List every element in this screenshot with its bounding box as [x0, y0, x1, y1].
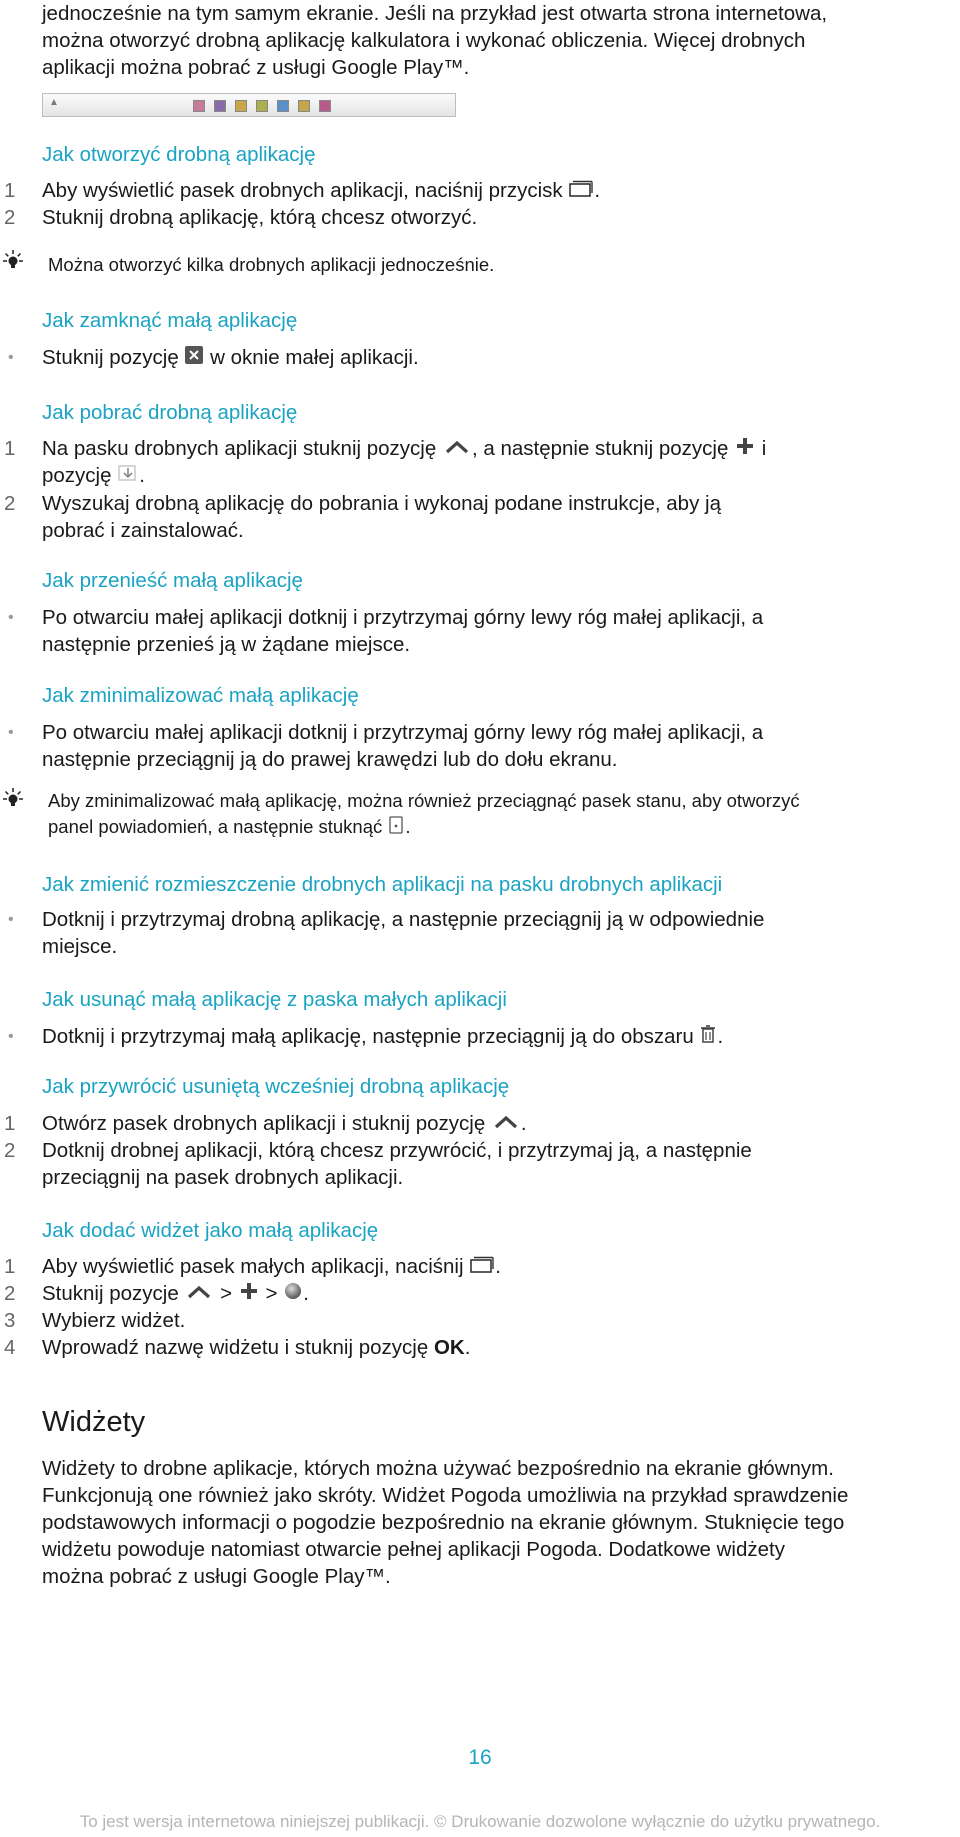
intro-line-2: można otworzyć drobną aplikację kalkulatora i wykonać obliczenia. Więcej drobnych — [42, 29, 806, 52]
plus-icon — [238, 1281, 260, 1308]
step-text-part: Aby wyświetlić pasek drobnych aplikacji, naciśnij przycisk — [42, 179, 569, 202]
step-text: Dotknij drobnej aplikacji, którą chcesz przywrócić, i przytrzymaj ją, a następnie — [42, 1139, 752, 1162]
step-text-part: pozycję — [42, 464, 118, 487]
bullet-text: następnie przenieś ją w żądane miejsce. — [42, 633, 411, 656]
footer-notice: To jest wersja internetowa niniejszej publikacji. © Drukowanie dozwolone wyłącznie do użytku prywatnego. — [79, 1812, 881, 1831]
heading-remove-small-app: Jak usunąć małą aplikację z paska małych aplikacji — [42, 988, 507, 1011]
page-number: 16 — [468, 1746, 492, 1769]
step-text: przeciągnij na pasek drobnych aplikacji. — [42, 1166, 404, 1189]
widget-globe-icon — [283, 1281, 303, 1308]
step-text-part: Wprowadź nazwę widżetu i stuknij pozycję — [42, 1336, 434, 1359]
bar-app-icon — [256, 100, 268, 112]
heading-move-small-app: Jak przenieść małą aplikację — [42, 569, 303, 592]
bullet-text — [42, 344, 942, 372]
step-text-part: Aby wyświetlić pasek małych aplikacji, naciśnij — [42, 1255, 470, 1278]
bar-app-icon — [193, 100, 205, 112]
heading-rearrange-small-apps: Jak zmienić rozmieszczenie drobnych aplikacji na pasku drobnych aplikacji — [42, 873, 723, 896]
bar-app-icon — [235, 100, 247, 112]
plus-icon — [734, 436, 756, 463]
heading-minimize-small-app: Jak zminimalizować małą aplikację — [42, 684, 359, 707]
step-text-part: i — [756, 437, 767, 460]
step-text: Wybierz widżet. — [42, 1309, 186, 1332]
step-text-part: Stuknij pozycje — [42, 1282, 185, 1305]
bullet-text: Dotknij i przytrzymaj drobną aplikację, a następnie przeciągnij ją w odpowiednie — [42, 908, 765, 931]
step-text: Wprowadź nazwę widżetu i stuknij pozycję OK. — [42, 1336, 471, 1359]
lightbulb-tip-icon — [0, 247, 26, 273]
intro-line-3: aplikacji można pobrać z usługi Google Play™. — [42, 56, 470, 79]
step-text: Stuknij drobną aplikację, którą chcesz otworzyć. — [42, 206, 478, 229]
download-icon — [117, 463, 139, 490]
bar-app-icon — [319, 100, 331, 112]
step-text: pobrać i zainstalować. — [42, 519, 244, 542]
chevron-up-icon — [491, 1111, 521, 1138]
paragraph-line: podstawowych informacji o pogodzie bezpośrednio na ekranie głównym. Stuknięcie tego — [42, 1511, 845, 1534]
step-number: 2 — [4, 1139, 16, 1162]
step-number: 4 — [4, 1336, 16, 1359]
bar-arrow-icon: ▲ — [49, 97, 59, 108]
trash-icon — [699, 1024, 717, 1051]
bar-app-icon — [214, 100, 226, 112]
section-title-widgets: Widżety — [42, 1406, 146, 1438]
step-text: Otwórz pasek drobnych aplikacji i stuknij pozycję . — [42, 1110, 942, 1138]
bullet-text-part: Dotknij i przytrzymaj małą aplikację, następnie przeciągnij ją do obszaru — [42, 1025, 700, 1048]
step-text — [42, 435, 942, 463]
bullet: • — [8, 724, 14, 741]
bullet: • — [8, 349, 14, 366]
recent-apps-icon — [469, 1254, 495, 1281]
step-text: pozycję . — [42, 462, 942, 490]
lightbulb-tip-icon — [0, 785, 26, 811]
step-number: 1 — [4, 179, 16, 202]
step-number: 2 — [4, 206, 16, 229]
step-text-part: , a następnie stuknij pozycję — [471, 437, 735, 460]
heading-restore-small-app: Jak przywrócić usuniętą wcześniej drobną aplikację — [42, 1075, 510, 1098]
paragraph-line: Funkcjonują one również jako skróty. Widżet Pogoda umożliwia na przykład sprawdzenie — [42, 1484, 849, 1507]
bullet-text: Dotknij i przytrzymaj małą aplikację, następnie przeciągnij ją do obszaru . — [42, 1023, 942, 1051]
recent-apps-icon — [568, 178, 594, 205]
step-text: Aby wyświetlić pasek małych aplikacji, naciśnij . — [42, 1253, 942, 1281]
bullet-text-part: w oknie małej aplikacji. — [204, 346, 419, 369]
bullet-text: miejsce. — [42, 935, 118, 958]
tip-text: panel powiadomień, a następnie stuknąć . — [48, 814, 948, 842]
paragraph-line: Widżety to drobne aplikacje, których można używać bezpośrednio na ekranie głównym. — [42, 1457, 834, 1480]
bar-app-icon — [277, 100, 289, 112]
close-x-icon — [184, 345, 204, 372]
step-text: Wyszukaj drobną aplikację do pobrania i wykonaj podane instrukcje, aby ją — [42, 492, 721, 515]
chevron-up-icon — [442, 436, 472, 463]
intro-line-1: jednocześnie na tym samym ekranie. Jeśli na przykład jest otwarta strona internetowa, — [42, 2, 828, 25]
step-number: 1 — [4, 437, 16, 460]
tip-text-part: panel powiadomień, a następnie stuknąć — [48, 816, 388, 837]
step-text: Aby wyświetlić pasek drobnych aplikacji, naciśnij przycisk . — [42, 177, 942, 205]
bullet: • — [8, 911, 14, 928]
heading-close-small-app: Jak zamknąć małą aplikację — [42, 309, 298, 332]
bullet: • — [8, 1028, 14, 1045]
heading-open-small-app: Jak otworzyć drobną aplikację — [42, 143, 316, 166]
step-number: 2 — [4, 492, 16, 515]
step-text: Stuknij pozycje > > . — [42, 1280, 942, 1308]
heading-add-widget-as-small-app: Jak dodać widżet jako małą aplikację — [42, 1219, 379, 1242]
notification-icon — [387, 815, 405, 842]
step-number: 2 — [4, 1282, 16, 1305]
bullet-text-part: Stuknij pozycję — [42, 346, 185, 369]
ok-label: OK — [433, 1336, 465, 1359]
paragraph-line: widżetu powoduje natomiast otwarcie pełnej aplikacji Pogoda. Dodatkowe widżety — [42, 1538, 785, 1561]
step-number: 1 — [4, 1112, 16, 1135]
step-number: 1 — [4, 1255, 16, 1278]
bullet: • — [8, 609, 14, 626]
bullet-text: następnie przeciągnij ją do prawej krawędzi lub do dołu ekranu. — [42, 748, 618, 771]
tip-text: Można otworzyć kilka drobnych aplikacji jednocześnie. — [48, 254, 495, 275]
bar-app-icon — [298, 100, 310, 112]
paragraph-line: można pobrać z usługi Google Play™. — [42, 1565, 391, 1588]
bullet-text: Po otwarciu małej aplikacji dotknij i przytrzymaj górny lewy róg małej aplikacji, a — [42, 721, 764, 744]
step-text-part: Otwórz pasek drobnych aplikacji i stuknij pozycję — [42, 1112, 491, 1135]
step-number: 3 — [4, 1309, 16, 1332]
step-text-part: Na pasku drobnych aplikacji stuknij pozycję — [42, 437, 442, 460]
tip-text: Aby zminimalizować małą aplikację, można również przeciągnąć pasek stanu, aby otworzyć — [48, 790, 800, 811]
chevron-up-icon — [184, 1281, 214, 1308]
bullet-text: Po otwarciu małej aplikacji dotknij i przytrzymaj górny lewy róg małej aplikacji, a — [42, 606, 764, 629]
small-apps-bar-image — [42, 93, 456, 117]
heading-download-small-app: Jak pobrać drobną aplikację — [42, 401, 298, 424]
